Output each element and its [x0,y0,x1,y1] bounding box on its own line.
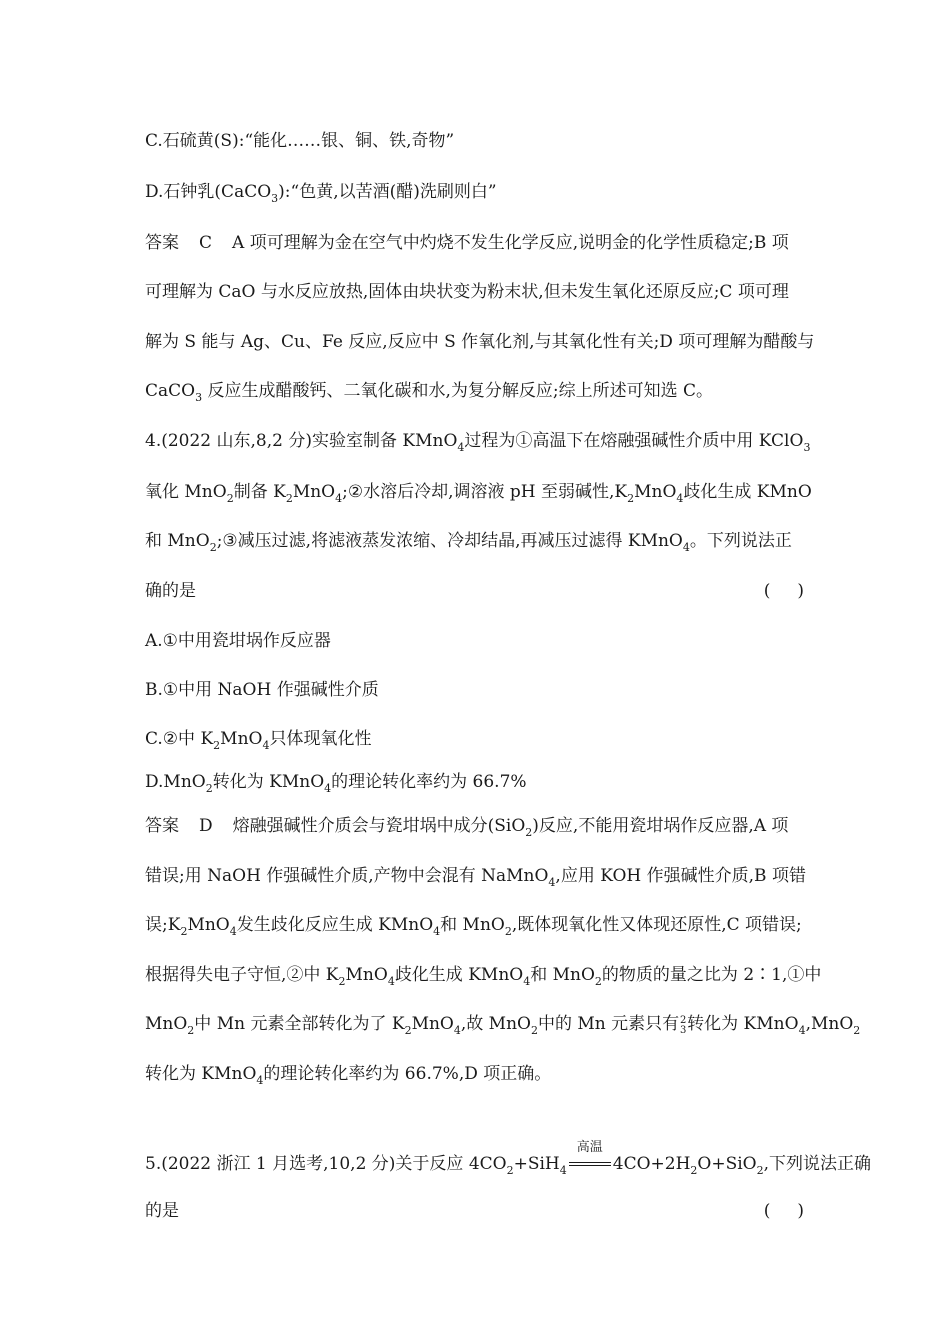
q4-stem-line-1: 4.(2022 山东,8,2 分)实验室制备 KMnO$_4$过程为①高温下在熔融强碱性介质中用 KClO$_3$ [145,431,811,454]
q3-answer-line-4: CaCO$_3$ 反应生成醋酸钙、二氧化碳和水,为复分解反应;综上所述可知选 C。 [145,381,714,404]
q3-answer-line-1: 答案 C A 项可理解为金在空气中灼烧不发生化学反应,说明金的化学性质稳定;B 项 [145,233,789,253]
q4-answer-line-1: 答案 D 熔融强碱性介质会与瓷坩埚中成分(SiO$_2$)反应,不能用瓷坩埚作反应器,A 项 [145,816,789,839]
q4-option-d: D.MnO$_2$转化为 KMnO$_4$的理论转化率约为 66.7% [145,772,527,795]
q4-answer-line-4: 根据得失电子守恒,②中 $K_2MnO_4$歧化生成 KMnO$_4$和 MnO$_2$的物质的量之比为 2∶1,①中 [145,965,822,988]
q4-stem-line-2: 氧化 MnO$_2$制备 $K_2MnO_4;②$水溶后冷却,调溶液 pH 至弱碱性$,K_2MnO_4$歧化生成 KMnO [145,482,812,505]
q4-stem-line-3: 和 MnO$_2$;③减压过滤,将滤液蒸发浓缩、冷却结晶,再减压过滤得 KMnO$_4$。下列说法正 [145,531,792,554]
answer-label: 答案 [145,816,179,836]
q4-option-c: C.②中 $K_2MnO_4$只体现氧化性 [145,729,372,752]
q3-answer-line-2: 可理解为 CaO 与水反应放热,固体由块状变为粉末状,但未发生氧化还原反应;C 项可理 [145,282,789,302]
answer-label: 答案 [145,233,179,253]
q4-answer-line-6: 转化为 KMnO$_4$的理论转化率约为 66.7%,D 项正确。 [145,1064,552,1087]
q3-answer-line-3: 解为 S 能与 Ag、Cu、Fe 反应,反应中 S 作氧化剂,与其氧化性有关;D 项可理解为醋酸与 [145,332,815,352]
answer-letter: D [199,816,213,836]
q4-answer-blank: ( ) [763,581,804,601]
q3-option-c: C.石硫黄(S):“能化……银、铜、铁,奇物” [145,131,455,151]
q5-answer-blank: ( ) [763,1201,804,1221]
q4-answer-line-2: 错误;用 NaOH 作强碱性介质,产物中会混有 NaMnO$_4$,应用 KOH 作强碱性介质,B 项错 [145,866,806,889]
q5-stem-line-2: 的是 [145,1201,179,1221]
q5-stem-line-1: 5.(2022 浙江 1 月选考,10,2 分)关于反应 $4CO_2+SiH_4$ 高温 $4CO+2H_2O+SiO_2$,下列说法正确 [145,1140,872,1177]
q4-answer-line-3: 误$;K_2MnO_4$发生歧化反应生成 KMnO$_4$和 MnO$_2$,既体现氧化性又体现还原性,C 项错误; [145,915,802,938]
q4-stem-line-4: 确的是 [145,581,196,601]
reaction-condition: 高温 [567,1153,613,1175]
q4-answer-line-5: MnO$_2$中 Mn 元素全部转化为了 $K_2MnO_4$,故 MnO$_2$中的 Mn 元素只有 2 3 转化为 KMnO$_4$,MnO$_2$ [145,1014,861,1037]
q4-option-a: A.①中用瓷坩埚作反应器 [145,631,331,651]
q4-option-b: B.①中用 NaOH 作强碱性介质 [145,680,379,700]
q3-option-d: D.石钟乳(CaCO$_3$):“色黄,以苦酒(醋)洗刷则白” [145,182,497,205]
answer-letter: C [199,233,213,253]
fraction-two-thirds: 2 3 [679,1015,687,1036]
